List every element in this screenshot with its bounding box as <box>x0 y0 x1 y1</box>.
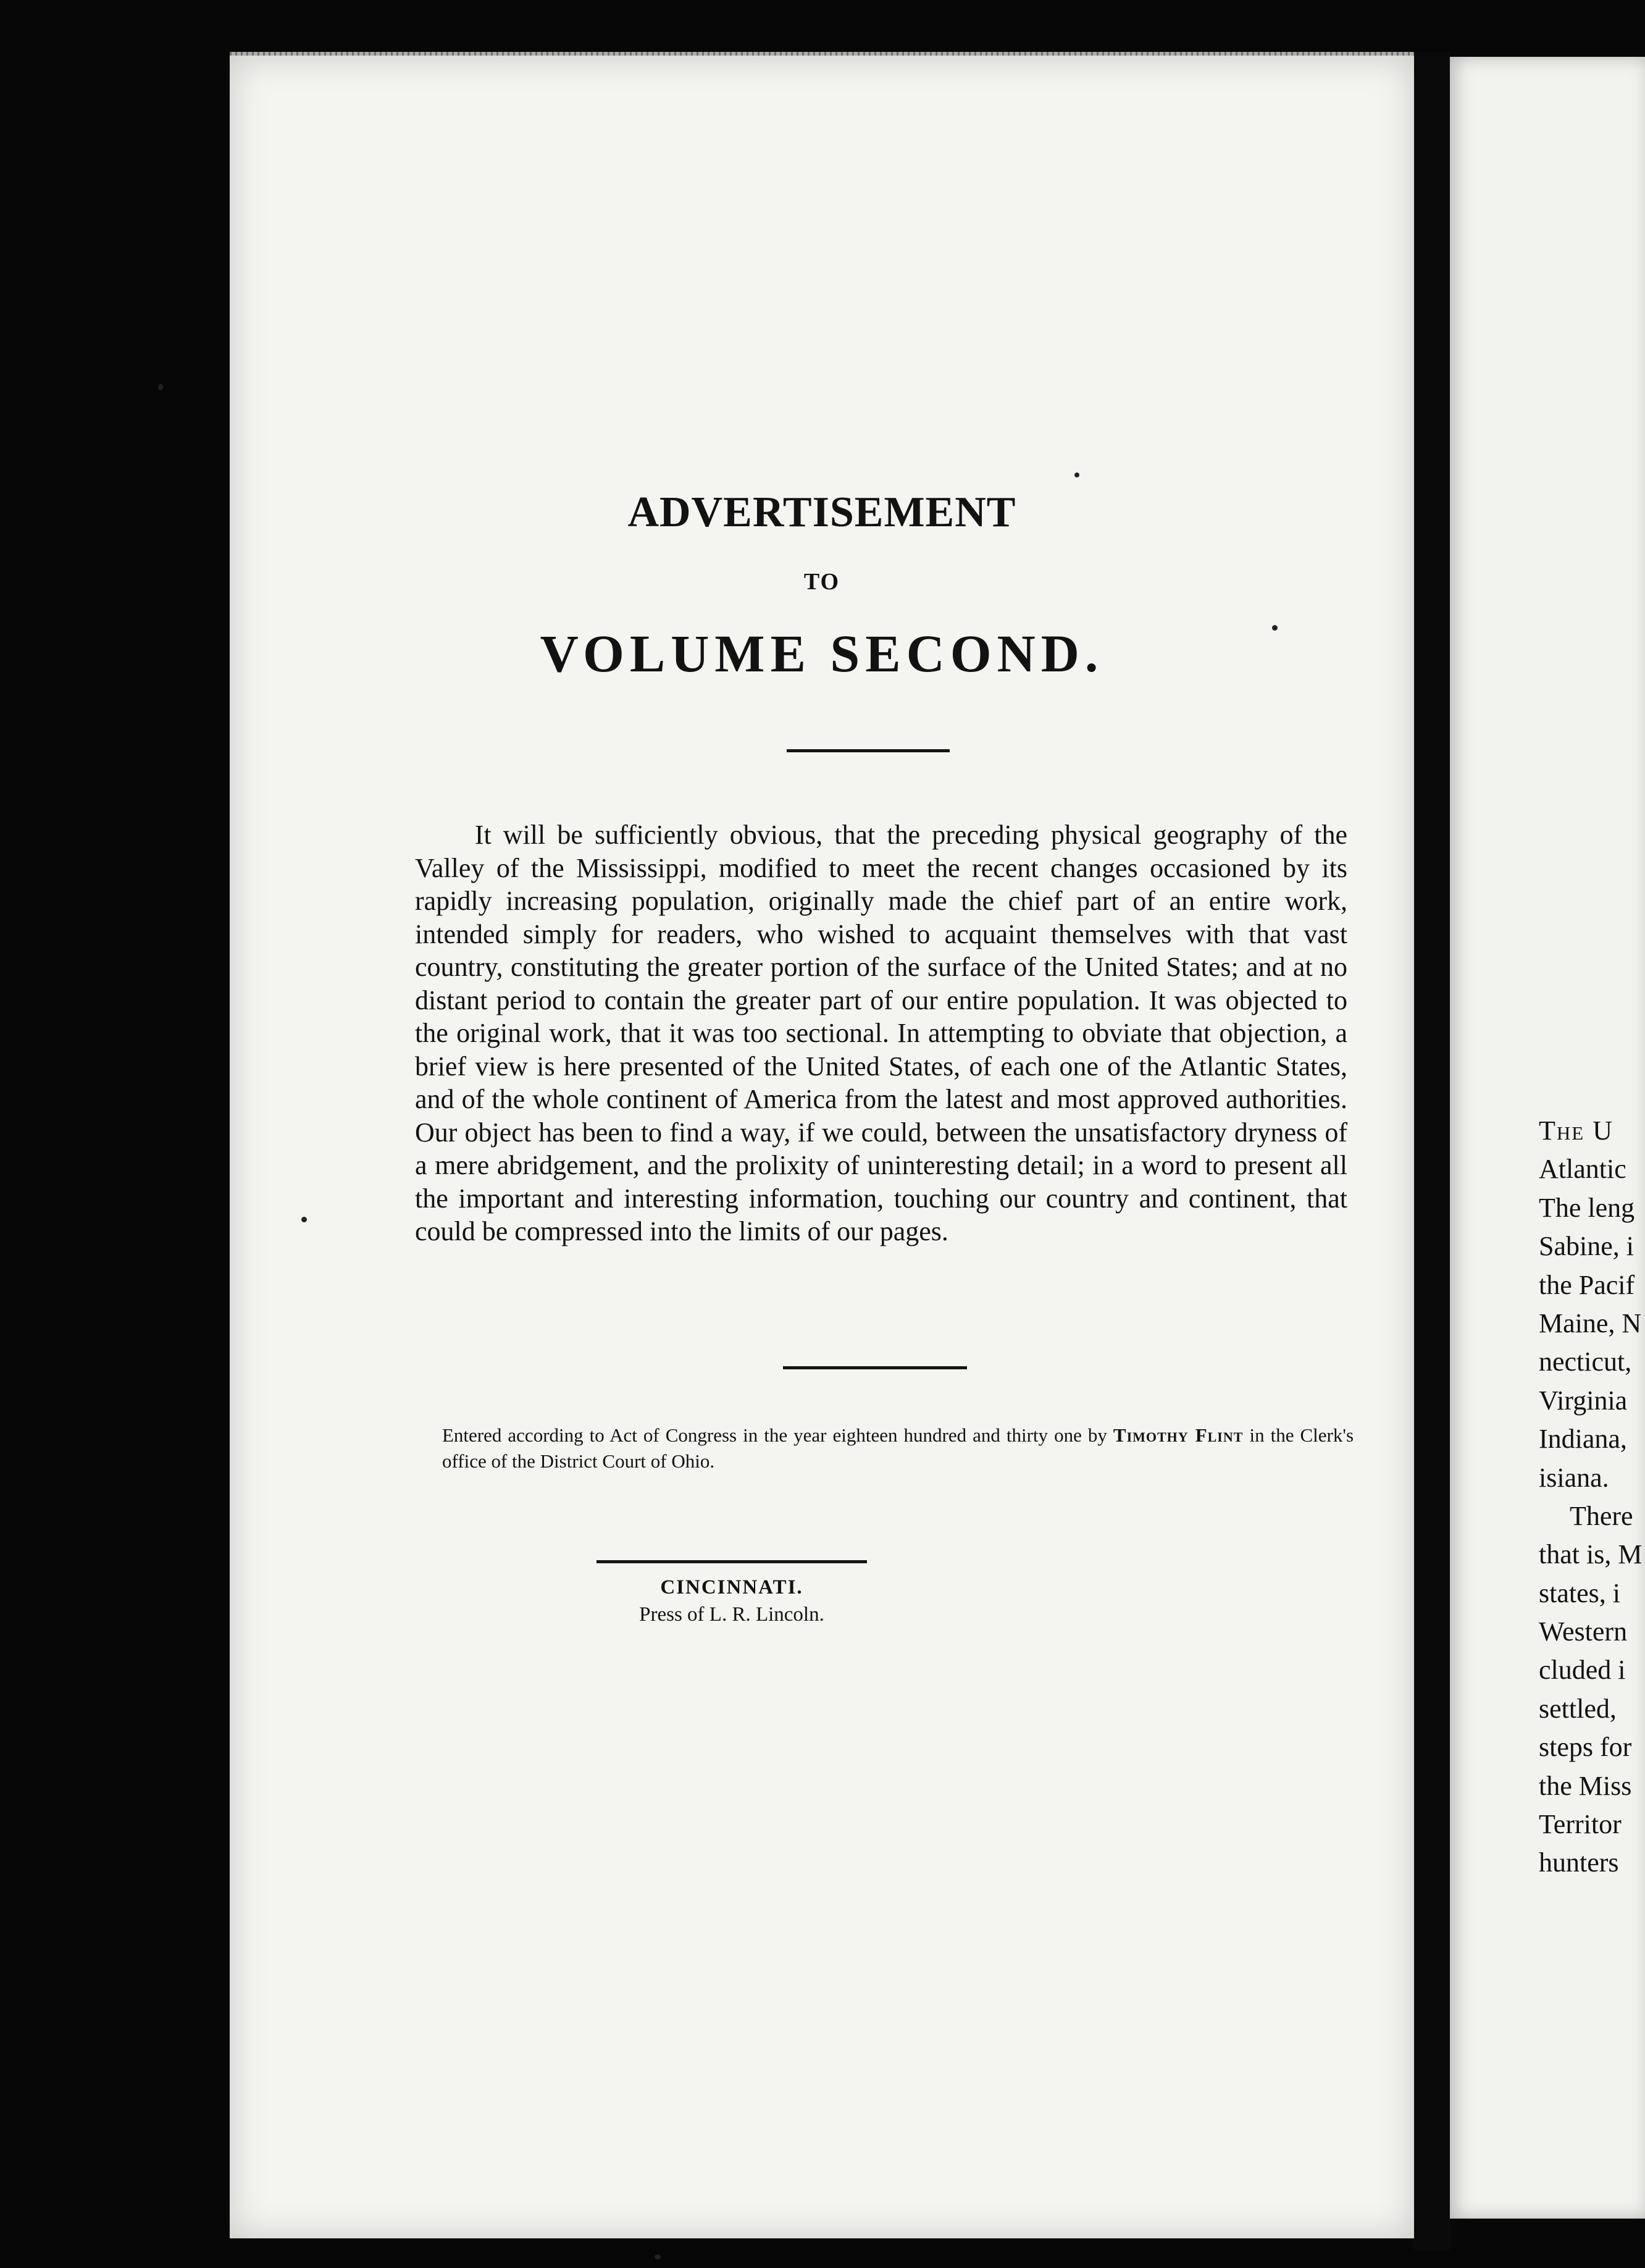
imprint <box>596 1574 867 1628</box>
show-through-title <box>531 309 556 371</box>
heading-to: TO <box>803 569 840 595</box>
right-page-line: the Pacif <box>1539 1269 1635 1300</box>
right-page-line: isiana. <box>1539 1462 1609 1493</box>
right-page-line: Maine, N <box>1539 1308 1642 1338</box>
speck-mark <box>1074 472 1079 477</box>
divider-rule-top <box>787 749 950 752</box>
right-page-line: Territor <box>1539 1809 1622 1840</box>
right-page-line: steps for <box>1539 1732 1632 1763</box>
copyright-notice <box>442 1422 1354 1474</box>
speck-mark <box>158 384 163 390</box>
right-page-line: There <box>1570 1500 1633 1531</box>
right-page-line: the Miss <box>1539 1770 1632 1801</box>
right-page-line: necticut, <box>1539 1346 1632 1377</box>
right-page-line: Western <box>1539 1616 1628 1647</box>
advertisement-paragraph: It will be sufficiently obvious, that the preceding physical geography of the Valley of the Mississippi, modified to meet the recent changes occasioned by its rapidly increasing population, originally made the chief part of an entire work, intended simply for readers, who wished to acquaint themselves with that vast country, constituting the greater portion of the surface of the United States; and at no distant period to contain the greater part of our entire population. It was objected to the original work, that it was too sectional. In attempting to obviate that objection, a brief view is here presented of the United States, of each one of the Atlantic States, and of the whole continent of America from the latest and most approved authorities. Our object has been to find a way, if we could, between the unsatisfactory dryness of a mere abridgement, and the prolixity of uninteresting detail; in a word to present all the important and interesting information, touching our country and continent, that could be compressed into the limits of our pages. <box>415 820 1347 1246</box>
right-page-line: Atlantic <box>1539 1154 1626 1185</box>
heading-advertisement: ADVERTISEMENT <box>627 489 1016 536</box>
divider-rule-imprint <box>596 1560 867 1563</box>
copyright-text-before: Entered according to Act of Congress in the year eighteen hundred and thirty one by <box>442 1424 1107 1446</box>
speck-mark <box>301 1217 307 1222</box>
right-page-line: Indiana, <box>1539 1424 1627 1455</box>
copyright-author: Timothy Flint <box>1113 1424 1244 1446</box>
book-gutter <box>1414 52 1450 2251</box>
right-page-line: Virginia <box>1539 1385 1628 1416</box>
right-page-line: settled, <box>1539 1693 1617 1724</box>
imprint-city: CINCINNATI. <box>660 1576 803 1598</box>
heading-volume-second: VOLUME SECOND. <box>540 624 1104 683</box>
speck-mark <box>1272 625 1278 631</box>
right-page-line: The leng <box>1539 1192 1635 1223</box>
right-page-line: Sabine, i <box>1539 1231 1634 1262</box>
divider-rule-middle <box>783 1366 967 1369</box>
right-page-line: that is, M <box>1539 1539 1643 1570</box>
right-page-text <box>1539 1112 1645 1883</box>
right-page-line: hunters <box>1539 1847 1619 1878</box>
right-page-line: The U <box>1539 1115 1614 1146</box>
copyright-text-after: in the Clerk's office of the District Court of Ohio. <box>442 1424 1354 1472</box>
imprint-press: Press of L. R. Lincoln. <box>639 1603 824 1626</box>
speck-mark <box>655 2254 661 2259</box>
right-page-line: cluded i <box>1539 1655 1626 1686</box>
right-page-line: states, i <box>1539 1577 1620 1608</box>
